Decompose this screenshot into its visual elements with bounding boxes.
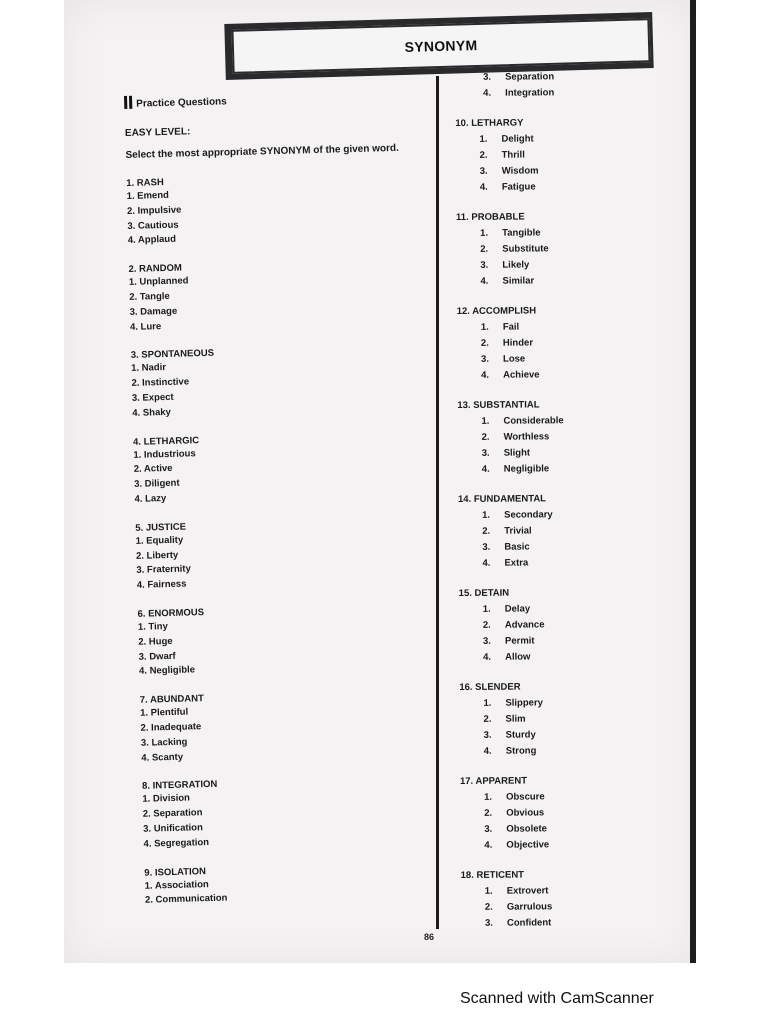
answer-option — [458, 461, 668, 478]
option-text: Thrill — [501, 149, 525, 161]
answer-option — [459, 617, 669, 634]
question-block — [128, 255, 430, 335]
question-word: 5. JUSTICE — [135, 521, 187, 534]
question-word: 2. RANDOM — [128, 262, 182, 276]
question-word: 13. SUBSTANTIAL — [457, 399, 540, 411]
answer-option — [458, 445, 668, 462]
question-block — [459, 586, 670, 666]
option-text: Wisdom — [501, 165, 539, 177]
answer-option: 3. Damage — [129, 305, 178, 318]
question-word: 18. RETICENT — [460, 869, 525, 881]
answer-option — [460, 789, 670, 806]
option-text: Delight — [501, 133, 534, 145]
answer-option: 2. Separation — [142, 807, 203, 820]
option-number: 3. — [483, 71, 492, 83]
option-text: Basic — [504, 541, 530, 553]
answer-option — [459, 695, 669, 712]
option-text: Slim — [505, 713, 526, 725]
option-number: 1. — [484, 791, 493, 803]
option-number: 4. — [481, 463, 490, 475]
question-block — [461, 868, 671, 932]
answer-option — [458, 539, 668, 556]
question-block — [144, 858, 445, 908]
option-number: 4. — [484, 839, 493, 851]
question-block — [135, 514, 437, 594]
option-text: Strong — [505, 745, 537, 757]
option-text: Fatigue — [501, 181, 536, 193]
answer-option: 3. Expect — [131, 391, 174, 404]
option-number: 2. — [482, 525, 491, 537]
option-number: 4. — [482, 557, 491, 569]
question-block — [457, 304, 668, 384]
question-word: 14. FUNDAMENTAL — [457, 493, 547, 505]
answer-option — [457, 335, 667, 352]
option-text: Sturdy — [505, 729, 536, 741]
page-title: SYNONYM — [404, 36, 478, 56]
option-text: Achieve — [503, 369, 540, 381]
question-word: 9. ISOLATION — [144, 865, 207, 879]
question-block — [131, 341, 433, 421]
answer-option — [460, 837, 670, 854]
option-number: 3. — [484, 823, 493, 835]
answer-option: 3. Dwarf — [138, 650, 176, 663]
answer-option: 4. Lazy — [134, 492, 167, 505]
answer-option: 4. Shaky — [132, 406, 171, 419]
option-text: Fail — [502, 321, 520, 333]
option-text: Negligible — [503, 463, 550, 475]
answer-option — [458, 523, 668, 540]
answer-option: 2. Tangle — [129, 290, 170, 303]
question-block — [458, 492, 669, 572]
question-word: 10. LETHARGY — [455, 117, 524, 129]
answer-option: 1. Tiny — [137, 620, 168, 633]
answer-option — [456, 225, 666, 242]
option-text: Trivial — [504, 525, 532, 537]
answer-option — [457, 413, 667, 430]
option-number: 2. — [484, 901, 493, 913]
option-number: 2. — [483, 713, 492, 725]
left-question-list — [126, 169, 445, 909]
question-block — [459, 680, 670, 760]
answer-option — [461, 899, 671, 916]
option-text: Likely — [502, 259, 530, 271]
option-number: 4. — [483, 87, 492, 99]
answer-option — [458, 429, 668, 446]
answer-option — [460, 821, 670, 838]
option-number: 2. — [484, 807, 493, 819]
answer-option — [455, 85, 665, 102]
option-number: 3. — [480, 259, 489, 271]
answer-option: 1. Industrious — [133, 447, 196, 461]
answer-option — [459, 633, 669, 650]
option-number: 1. — [484, 885, 493, 897]
answer-option — [458, 507, 668, 524]
answer-option — [458, 555, 668, 572]
option-number: 1. — [480, 227, 489, 239]
answer-option: 2. Active — [133, 463, 173, 476]
option-number: 3. — [483, 729, 492, 741]
option-text: Considerable — [503, 415, 564, 427]
answer-option: 4. Lure — [129, 320, 162, 333]
option-text: Worthless — [503, 431, 550, 443]
answer-option — [456, 147, 666, 164]
answer-option: 1. Division — [142, 792, 191, 806]
answer-option: 2. Impulsive — [126, 204, 182, 217]
answer-option — [460, 743, 670, 760]
answer-option: 1. Nadir — [130, 362, 167, 375]
answer-option — [456, 273, 666, 290]
option-number: 4. — [483, 745, 492, 757]
option-number: 1. — [481, 415, 490, 427]
option-text: Slight — [503, 447, 531, 459]
heading-bar — [124, 96, 127, 109]
option-text: Objective — [506, 839, 550, 851]
answer-option — [459, 711, 669, 728]
answer-option — [457, 319, 667, 336]
option-text: Permit — [504, 635, 535, 647]
answer-option — [456, 179, 666, 196]
question-word: 17. APPARENT — [459, 775, 528, 787]
answer-option: 2. Communication — [144, 892, 228, 907]
question-block — [142, 772, 444, 852]
option-number: 4. — [483, 651, 492, 663]
answer-option: 2. Inadequate — [140, 721, 202, 734]
option-number: 3. — [480, 353, 489, 365]
question-word: 11. PROBABLE — [455, 211, 525, 223]
question-block — [137, 600, 439, 680]
option-text: Substitute — [502, 243, 549, 255]
option-text: Slippery — [505, 697, 543, 709]
answer-option — [460, 805, 670, 822]
question-word: 7. ABUNDANT — [139, 693, 204, 706]
right-column — [455, 69, 671, 947]
option-number: 1. — [479, 133, 488, 145]
section-heading-text: Practice Questions — [136, 96, 227, 110]
answer-option: 2. Huge — [138, 635, 173, 648]
answer-option — [456, 163, 666, 180]
answer-option: 4. Applaud — [127, 234, 177, 247]
option-number: 1. — [482, 603, 491, 615]
question-word: 16. SLENDER — [459, 681, 521, 693]
right-question-list — [455, 116, 671, 932]
option-text: Integration — [505, 87, 555, 99]
option-text: Tangible — [502, 227, 541, 239]
answer-option: 1. Plentiful — [140, 706, 189, 719]
answer-option — [457, 351, 667, 368]
option-text: Delay — [504, 603, 531, 615]
option-number: 1. — [482, 509, 491, 521]
option-number: 3. — [482, 635, 491, 647]
option-text: Allow — [505, 651, 531, 663]
option-number: 3. — [484, 917, 493, 929]
answer-option: 4. Segregation — [143, 836, 210, 850]
answer-option: 4. Negligible — [138, 664, 196, 678]
answer-option — [457, 367, 667, 384]
option-text: Separation — [505, 71, 555, 83]
answer-option: 4. Scanty — [141, 751, 184, 764]
question-block — [455, 116, 666, 196]
answer-option — [460, 727, 670, 744]
question-block — [133, 428, 435, 508]
question-word: 6. ENORMOUS — [137, 607, 205, 620]
answer-option: 1. Association — [144, 878, 209, 892]
option-number: 2. — [481, 431, 490, 443]
answer-option: 3. Cautious — [127, 219, 179, 232]
answer-option — [461, 915, 671, 932]
answer-option: 4. Fairness — [136, 578, 187, 591]
question-word: 12. ACCOMPLISH — [456, 305, 537, 317]
continued-options — [455, 69, 665, 102]
answer-option: 3. Fraternity — [136, 563, 191, 577]
option-number: 2. — [480, 243, 489, 255]
answer-option — [461, 883, 671, 900]
question-block — [457, 398, 668, 478]
option-number: 4. — [481, 369, 490, 381]
option-text: Extra — [504, 557, 529, 569]
question-word: 15. DETAIN — [458, 587, 510, 599]
option-number: 1. — [480, 321, 489, 333]
option-number: 2. — [480, 337, 489, 349]
answer-option: 3. Unification — [143, 822, 203, 835]
option-number: 1. — [483, 697, 492, 709]
question-word: 1. RASH — [126, 176, 164, 189]
page-edge — [690, 0, 696, 963]
instruction: Select the most appropriate SYNONYM of the given word. — [125, 142, 399, 161]
option-number: 2. — [479, 149, 488, 161]
page-number: 86 — [424, 932, 435, 942]
option-number: 4. — [480, 275, 489, 287]
question-block — [460, 774, 671, 854]
option-text: Obvious — [506, 807, 545, 819]
answer-option — [456, 257, 666, 274]
answer-option: 1. Equality — [135, 534, 184, 547]
answer-option — [455, 131, 665, 148]
answer-option: 3. Lacking — [140, 736, 188, 749]
answer-option: 2. Liberty — [135, 549, 179, 562]
option-text: Secondary — [504, 509, 553, 521]
option-text: Garrulous — [506, 901, 553, 913]
option-number: 3. — [481, 447, 490, 459]
option-number: 2. — [482, 619, 491, 631]
question-word: 3. SPONTANEOUS — [130, 348, 215, 362]
option-text: Obscure — [506, 791, 545, 803]
answer-option: 1. Emend — [126, 189, 170, 202]
answer-option — [459, 601, 669, 618]
heading-bar — [129, 96, 132, 109]
option-text: Similar — [502, 275, 535, 287]
left-column — [124, 88, 446, 923]
question-word: 4. LETHARGIC — [132, 434, 200, 448]
level-label: EASY LEVEL: — [124, 126, 191, 139]
answer-option — [455, 69, 665, 86]
answer-option: 2. Instinctive — [131, 376, 190, 390]
option-text: Obsolete — [506, 823, 547, 835]
option-text: Confident — [506, 917, 552, 929]
question-block — [456, 210, 667, 290]
option-number: 4. — [479, 181, 488, 193]
question-block — [126, 169, 428, 249]
question-word: 8. INTEGRATION — [141, 779, 218, 793]
question-block — [140, 686, 442, 766]
scanner-footer: Scanned with CamScanner — [460, 990, 654, 1007]
option-text: Lose — [502, 353, 526, 365]
answer-option — [459, 649, 669, 666]
option-text: Advance — [504, 619, 545, 631]
answer-option: 1. Unplanned — [128, 275, 189, 289]
option-text: Extrovert — [506, 885, 549, 897]
option-text: Hinder — [502, 337, 534, 349]
answer-option — [456, 241, 666, 258]
answer-option: 3. Diligent — [134, 477, 180, 491]
option-number: 3. — [479, 165, 488, 177]
option-number: 3. — [482, 541, 491, 553]
